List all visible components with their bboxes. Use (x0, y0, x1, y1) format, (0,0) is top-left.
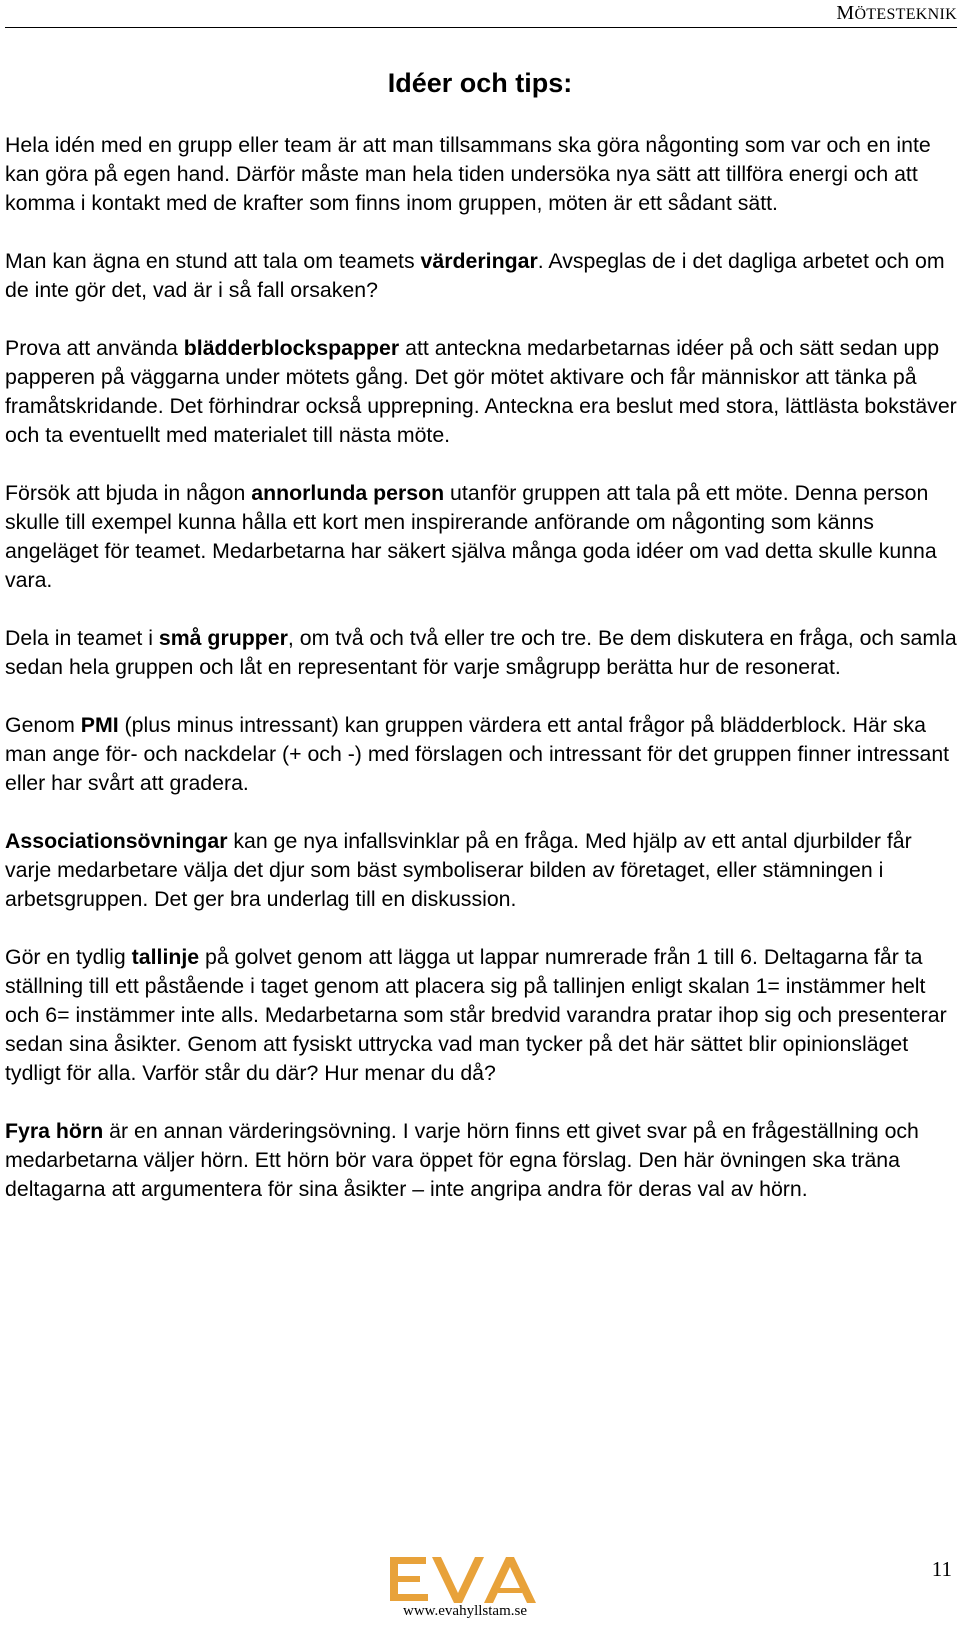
page-number: 11 (931, 1557, 952, 1581)
text-segment: är en annan värderingsövning. I varje hörn finns ett givet svar på en frågeställning och medarbetarna väljer hörn. Ett hörn bör vara öppet för egna förslag. Den här övningen ska träna deltagarna att argumentera för sina åsikter – inte angripa andra för deras val av hörn. (5, 1119, 919, 1201)
logo-e-bottom (390, 1594, 428, 1601)
bold-term: Associationsövningar (5, 829, 228, 853)
paragraph (5, 624, 960, 682)
logo-e-middle (390, 1576, 420, 1582)
text-segment: Hela idén med en grupp eller team är att man tillsammans ska göra någonting som var och en inte kan göra på egen hand. Därför måste man hela tiden undersöka nya sätt att tillföra energi och att komma i kontakt med de krafter som finns inom gruppen, möten är ett sådant sätt. (5, 133, 931, 215)
text-segment: Genom (5, 713, 81, 737)
text-segment: Dela in teamet i (5, 626, 159, 650)
text-segment: Prova att använda (5, 336, 184, 360)
page-header (5, 0, 957, 28)
text-segment: Försök att bjuda in någon (5, 481, 252, 505)
bold-term: Fyra hörn (5, 1119, 104, 1143)
logo-e-top (390, 1557, 426, 1564)
header-title-initial: M (836, 2, 855, 24)
paragraph (5, 711, 960, 798)
text-segment: utanför gruppen att tala på ett möte. Denna person skulle till exempel kunna hålla ett kort men inspirerande anförande om någonting som känns angeläget för teamet. Medarbetarna har säkert själva många goda idéer om vad detta skulle kunna vara. (5, 481, 937, 592)
paragraph (5, 827, 960, 914)
website-url: www.evahyllstam.se (403, 1603, 527, 1619)
text-segment: Man kan ägna en stund att tala om teamets (5, 249, 421, 273)
header-title-rest: ÖTESTEKNIK (854, 6, 957, 23)
bold-term: tallinje (131, 945, 200, 969)
text-segment: . Avspeglas de i det dagliga arbetet och om de inte gör det, vad är i så fall orsaken? (5, 249, 945, 302)
logo-v (432, 1557, 484, 1603)
header-title (836, 2, 957, 25)
text-segment: Gör en tydlig (5, 945, 132, 969)
bold-term: värderingar (420, 249, 538, 273)
paragraph (5, 247, 960, 305)
logo-a-bar (498, 1588, 522, 1593)
bold-term: PMI (80, 713, 119, 737)
bold-term: annorlunda person (251, 481, 445, 505)
paragraph (5, 334, 960, 450)
text-segment: att anteckna medarbetarnas idéer på och sätt sedan upp papperen på väggarna under mötets gång. Det gör mötet aktivare och får människor att tänka på framåtskridande. Det förhindrar också upprepning. Anteckna era beslut med stora, lättlästa bokstäver och ta eventuellt med materialet till nästa möte. (5, 336, 957, 447)
eva-logo (388, 1555, 538, 1605)
paragraph (5, 131, 960, 218)
text-segment: kan ge nya infallsvinklar på en fråga. Med hjälp av ett antal djurbilder får varje medarbetare välja det djur som bäst symboliserar bilden av företaget, eller stämningen i arbetsgruppen. Det ger bra underlag till en diskussion. (5, 829, 912, 911)
text-segment: på golvet genom att lägga ut lappar numrerade från 1 till 6. Deltagarna får ta ställning till ett påstående i taget genom att placera sig på tallinjen enligt skalan 1= instämmer helt och 6= instämmer inte alls. Medarbetarna som står bredvid varandra pratar ihop sig och presenterar sedan sina åsikter. Genom att fysiskt uttrycka vad man tycker på det här sättet blir opinionsläget tydligt för alla. Varför står du där? Hur menar du då? (5, 945, 947, 1085)
page-title: Idéer och tips: (387, 68, 573, 98)
paragraph (5, 943, 960, 1088)
body-text (5, 131, 960, 1233)
paragraph (5, 1117, 960, 1204)
bold-term: blädderblockspapper (183, 336, 400, 360)
logo-a (484, 1557, 536, 1603)
bold-term: små grupper (158, 626, 288, 650)
text-segment: (plus minus intressant) kan gruppen värdera ett antal frågor på blädderblock. Här ska man ange för- och nackdelar (+ och -) med förslagen och intressant för det gruppen finner intressant eller har svårt att gradera. (5, 713, 950, 795)
paragraph (5, 479, 960, 595)
text-segment: , om två och två eller tre och tre. Be dem diskutera en fråga, och samla sedan hela gruppen och låt en representant för varje smågrupp berätta hur de resonerat. (5, 626, 957, 679)
